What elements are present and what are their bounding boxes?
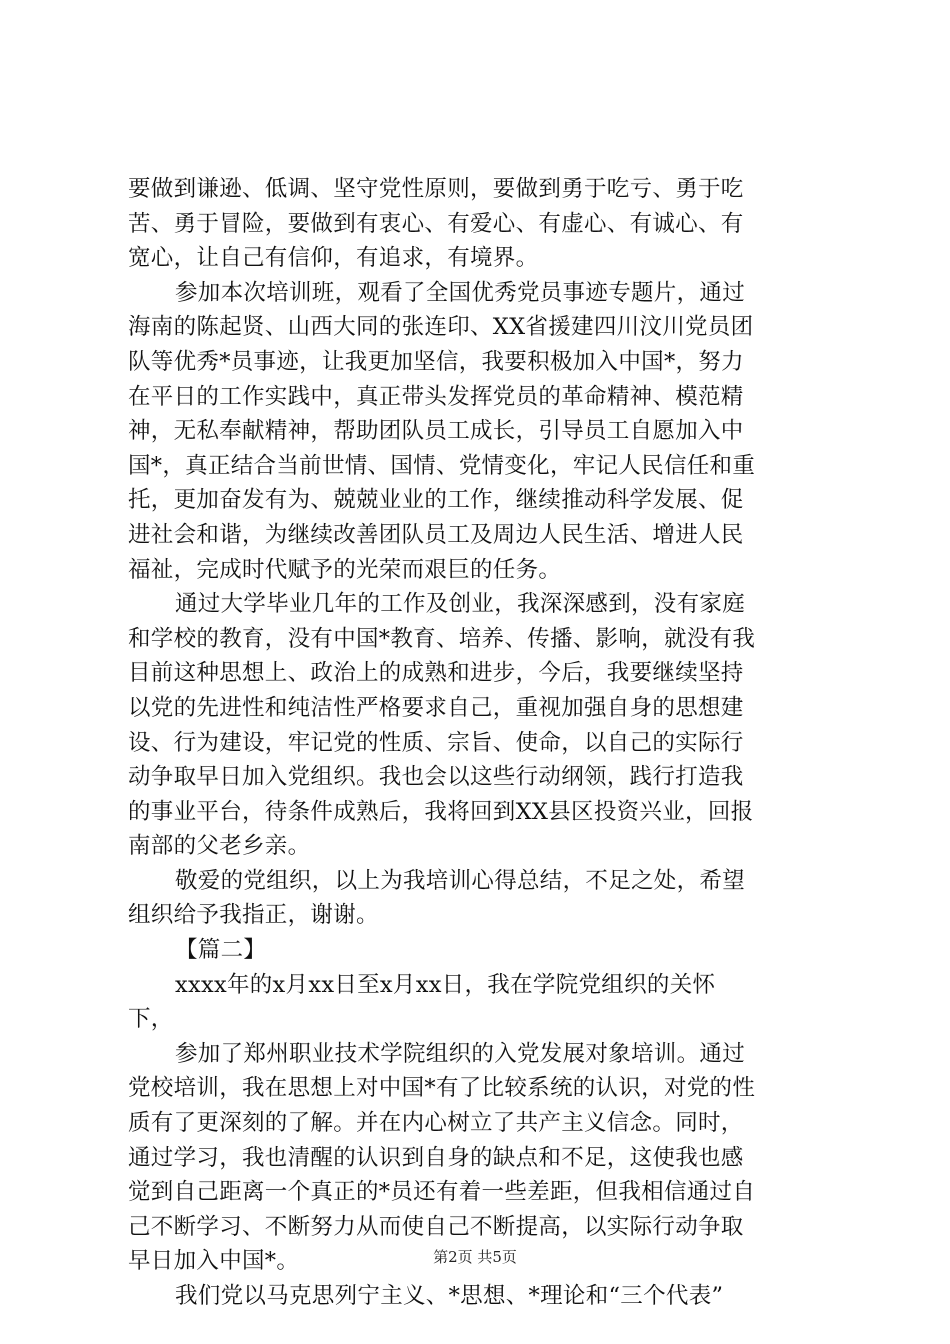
text-line: 动争取早日加入党组织。我也会以这些行动纲领，践行打造我	[128, 764, 744, 791]
text-line: 队等优秀*员事迹，让我更加坚信，我要积极加入中国*，努力	[128, 348, 744, 375]
text-line: 海南的陈起贤、山西大同的张连印、XX省援建四川汶川党员团	[128, 314, 754, 341]
text-line: 组织给予我指正，谢谢。	[128, 902, 379, 929]
text-line: 苦、勇于冒险，要做到有衷心、有爱心、有虚心、有诚心、有	[128, 210, 744, 237]
text-line: 通过学习，我也清醒的认识到自身的缺点和不足，这使我也感	[128, 1144, 744, 1171]
text-line: 参加了郑州职业技术学院组织的入党发展对象培训。通过	[175, 1040, 746, 1067]
text-line: xxxx年的x月xx日至x月xx日，我在学院党组织的关怀	[175, 971, 716, 998]
text-line: 进社会和谐，为继续改善团队员工及周边人民生活、增进人民	[128, 521, 744, 548]
text-line: 我们党以马克思列宁主义、*思想、*理论和“三个代表”	[175, 1283, 724, 1309]
text-line: 敬爱的党组织，以上为我培训心得总结，不足之处，希望	[175, 867, 746, 894]
text-line: 参加本次培训班，观看了全国优秀党员事迹专题片，通过	[175, 279, 746, 306]
text-line: 党校培训，我在思想上对中国*有了比较系统的认识，对党的性	[128, 1075, 756, 1102]
text-line: 通过大学毕业几年的工作及创业，我深深感到，没有家庭	[175, 591, 746, 618]
text-line: 下，	[128, 1006, 174, 1033]
text-line: 质有了更深刻的了解。并在内心树立了共产主义信念。同时，	[128, 1110, 744, 1137]
text-line: 要做到谦逊、低调、坚守党性原则，要做到勇于吃亏、勇于吃	[128, 176, 744, 202]
text-line: 己不断学习、不断努力从而使自己不断提高，以实际行动争取	[128, 1213, 744, 1240]
text-line: 和学校的教育，没有中国*教育、培养、传播、影响，就没有我	[128, 625, 756, 652]
text-line: 早日加入中国*。	[128, 1248, 300, 1275]
text-line: 设、行为建设，牢记党的性质、宗旨、使命，以自己的实际行	[128, 729, 744, 756]
document-body	[128, 172, 828, 1314]
text-line: 觉到自己距离一个真正的*员还有着一些差距，但我相信通过自	[128, 1179, 756, 1206]
text-line: 南部的父老乡亲。	[128, 833, 311, 860]
text-line: 国*，真正结合当前世情、国情、党情变化，牢记人民信任和重	[128, 452, 756, 479]
text-line: 福祉，完成时代赋予的光荣而艰巨的任务。	[128, 556, 562, 583]
text-line: 在平日的工作实践中，真正带头发挥党员的革命精神、模范精	[128, 383, 744, 410]
text-line: 以党的先进性和纯洁性严格要求自己，重视加强自身的思想建	[128, 694, 744, 721]
text-line: 神，无私奉献精神，帮助团队员工成长，引导员工自愿加入中	[128, 418, 744, 445]
page-footer: 第2页 共5页	[433, 1248, 517, 1266]
text-line: 的事业平台，待条件成熟后，我将回到XX县区投资兴业，回报	[128, 798, 754, 825]
text-line: 目前这种思想上、政治上的成熟和进步，今后，我要继续坚持	[128, 660, 744, 687]
text-line: 宽心，让自己有信仰，有追求，有境界。	[128, 245, 539, 272]
text-line: 托，更加奋发有为、兢兢业业的工作，继续推动科学发展、促	[128, 487, 744, 514]
text-line: 【篇二】	[175, 937, 267, 964]
